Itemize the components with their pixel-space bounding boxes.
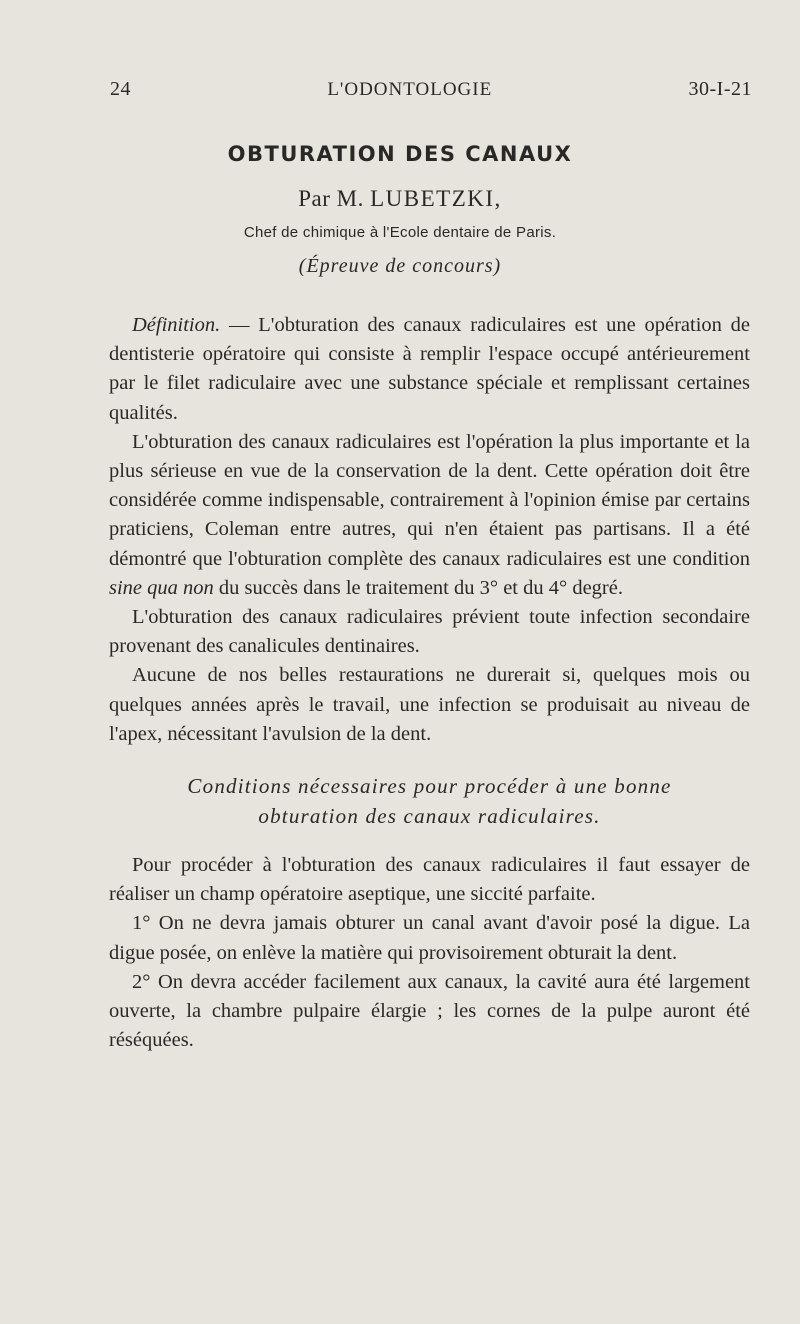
paragraph: Pour procéder à l'obturation des canaux radiculaires il faut essayer de réaliser un champ opératoire aseptique, une siccité parfaite.	[109, 854, 750, 906]
section-heading-line: obturation des canaux radiculaires.	[258, 804, 601, 829]
author-line	[0, 186, 800, 212]
definition-label: Définition.	[132, 314, 221, 336]
running-header	[110, 78, 752, 101]
paragraph: 1° On ne devra jamais obturer un canal avant d'avoir posé la digue. La digue posée, on enlève la matière qui provisoirement obturait la dent.	[109, 912, 750, 964]
section-heading	[109, 771, 750, 831]
paragraph: Aucune de nos belles restaurations ne durerait si, quelques mois ou quelques années après le travail, une infection se produisait au niveau de l'apex, nécessitant l'avulsion de la dent.	[109, 664, 750, 745]
definition-text: — L'obturation des canaux radiculaires est une opération de dentisterie opératoire qui consiste à remplir l'espace occupé antérieurement par le filet radiculaire avec une substance spéciale et remplissant certaines qualités.	[109, 314, 750, 424]
author-prefix: Par M.	[298, 186, 364, 211]
article-subtitle: (Épreuve de concours)	[298, 255, 502, 277]
title-block	[0, 142, 800, 278]
article-title: OBTURATION DES CANAUX	[227, 142, 573, 166]
paragraph	[109, 428, 750, 603]
definition-paragraph	[109, 311, 750, 428]
latin-phrase: sine qua non	[109, 576, 214, 599]
author-affiliation: Chef de chimique à l'Ecole dentaire de Paris.	[243, 224, 557, 241]
journal-title: L'ODONTOLOGIE	[327, 79, 493, 100]
author-name: LUBETZKI,	[370, 186, 502, 211]
paragraph-text: L'obturation des canaux radiculaires est l'opération la plus importante et la plus sérieuse en vue de la conservation de la dent. Cette opération doit être considérée comme indispensable, contrairement à l'opinion émise par certains praticiens, Coleman entre autres, qui n'en étaient pas partisans. Il a été démontré que l'obturation complète des canaux radiculaires est une condition	[109, 430, 750, 570]
paragraph: L'obturation des canaux radiculaires prévient toute infection secondaire provenant des canalicules dentinaires.	[109, 606, 750, 658]
page-number: 24	[110, 78, 131, 100]
paragraph-text: du succès dans le traitement du 3° et du 4° degré.	[213, 576, 623, 599]
article-body	[109, 311, 750, 1055]
paragraph: 2° On devra accéder facilement aux canaux, la cavité aura été largement ouverte, la chambre pulpaire élargie ; les cornes de la pulpe auront été réséquées.	[109, 970, 750, 1052]
section-heading-line: Conditions nécessaires pour procéder à une bonne	[187, 774, 672, 799]
issue-date: 30-I-21	[688, 78, 752, 100]
